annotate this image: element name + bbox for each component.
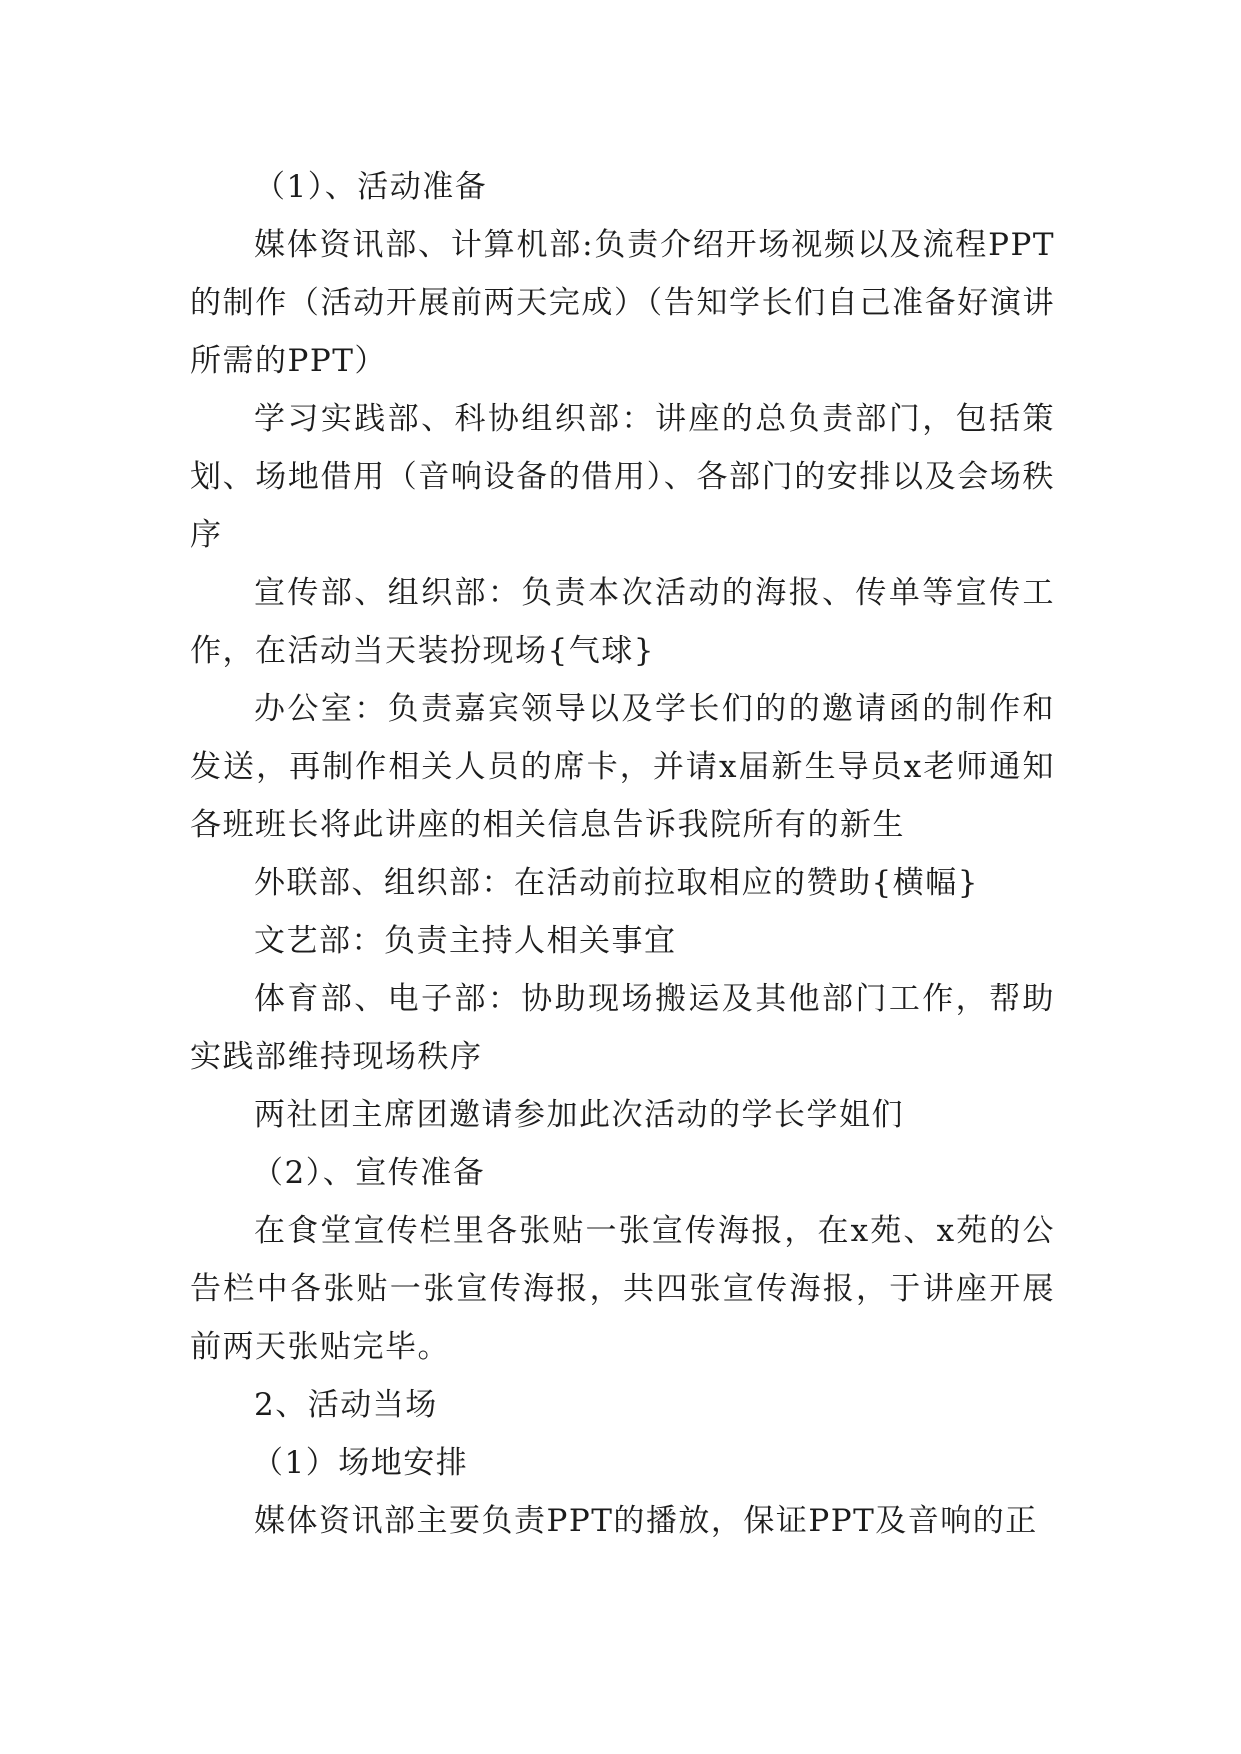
paragraph-presidium: 两社团主席团邀请参加此次活动的学长学姐们 bbox=[254, 1097, 904, 1133]
section-heading-venue-arrangement: （1）场地安排 bbox=[252, 1445, 469, 1481]
paragraph-office: 办公室：负责嘉宾领导以及学长们的的邀请函的制作和发送，再制作相关人员的席卡，并请x届新生导员x老师通知各班班长将此讲座的相关信息告诉我院所有的新生 bbox=[190, 691, 1055, 843]
paragraph-poster-placement: 在食堂宣传栏里各张贴一张宣传海报，在x苑、x苑的公告栏中各张贴一张宣传海报，共四张宣传海报，于讲座开展前两天张贴完毕。 bbox=[190, 1213, 1055, 1365]
section-heading-on-site: 2、活动当场 bbox=[254, 1387, 438, 1423]
paragraph-external-liaison-dept: 外联部、组织部：在活动前拉取相应的赞助{横幅} bbox=[254, 865, 979, 901]
paragraph-study-practice-dept: 学习实践部、科协组织部：讲座的总负责部门，包括策划、场地借用（音响设备的借用）、各部门的安排以及会场秩序 bbox=[190, 401, 1055, 553]
paragraph-media-computer-dept: 媒体资讯部、计算机部:负责介绍开场视频以及流程PPT的制作（活动开展前两天完成）（告知学长们自己准备好演讲所需的PPT） bbox=[190, 227, 1055, 379]
document-body bbox=[190, 158, 1055, 1550]
section-heading-publicity-prep: （2）、宣传准备 bbox=[252, 1155, 486, 1191]
paragraph-sports-electronics-dept: 体育部、电子部：协助现场搬运及其他部门工作，帮助实践部维持现场秩序 bbox=[190, 981, 1055, 1075]
paragraph-media-ppt-playback: 媒体资讯部主要负责PPT的播放，保证PPT及音响的正 bbox=[254, 1503, 1038, 1539]
paragraph-arts-dept: 文艺部：负责主持人相关事宜 bbox=[254, 923, 677, 959]
section-heading-activity-prep: （1）、活动准备 bbox=[254, 169, 488, 205]
paragraph-publicity-org-dept: 宣传部、组织部：负责本次活动的海报、传单等宣传工作，在活动当天装扮现场{气球} bbox=[190, 575, 1055, 669]
